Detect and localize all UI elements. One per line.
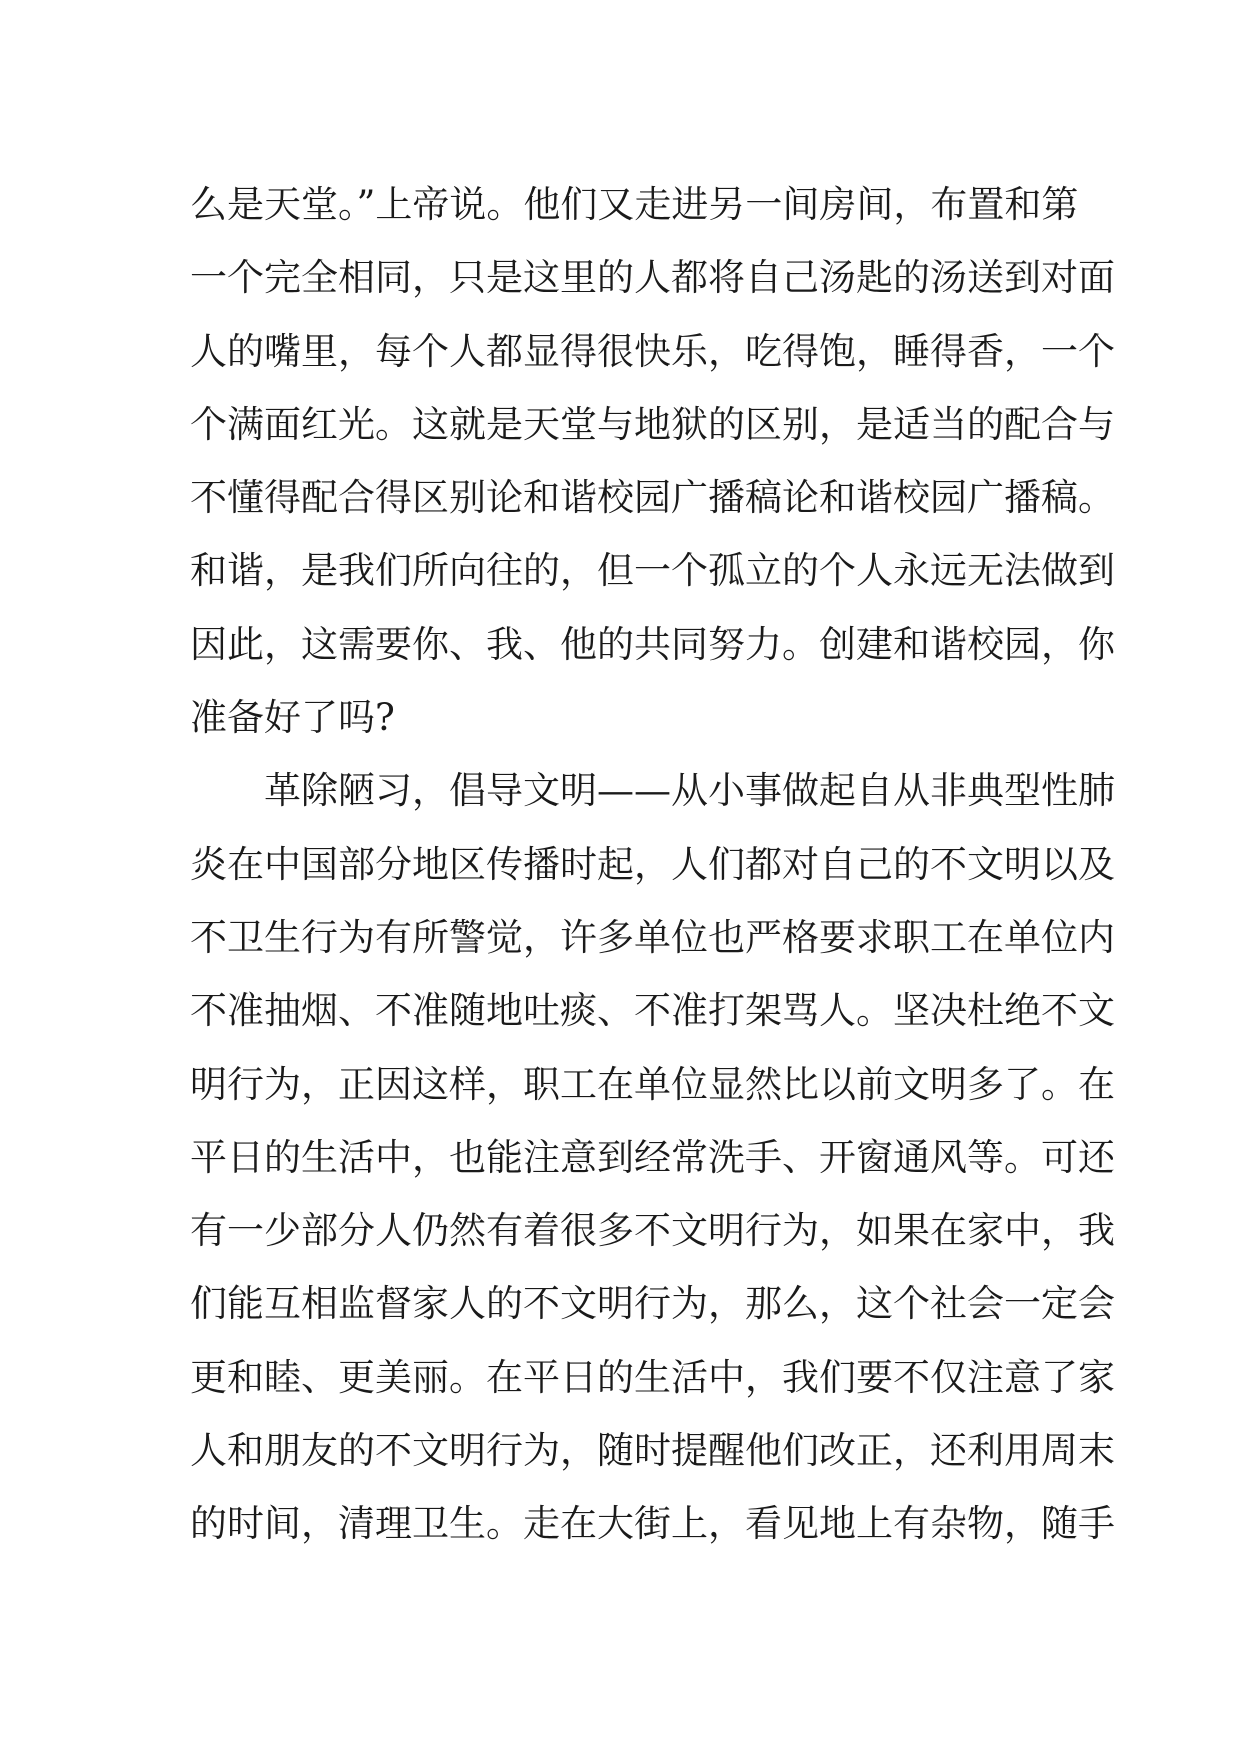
text-line: 的时间，清理卫生。走在大街上，看见地上有杂物，随手 [190, 1502, 1115, 1546]
text-line: 不懂得配合得区别论和谐校园广播稿论和谐校园广播稿。 [190, 476, 1115, 520]
text-line: 炎在中国部分地区传播时起，人们都对自己的不文明以及 [190, 842, 1115, 886]
text-line: 么是天堂。”上帝说。他们又走进另一间房间，布置和第 [190, 183, 1079, 226]
text-line: 不卫生行为有所警觉，许多单位也严格要求职工在单位内 [190, 915, 1115, 959]
text-line: 个满面红光。这就是天堂与地狱的区别，是适当的配合与 [190, 402, 1115, 446]
body-text [190, 168, 1115, 1561]
text-line: 有一少部分人仍然有着很多不文明行为，如果在家中，我 [190, 1209, 1115, 1253]
text-line: 更和睦、更美丽。在平日的生活中，我们要不仅注意了家 [190, 1355, 1115, 1399]
text-line: 们能互相监督家人的不文明行为，那么，这个社会一定会 [190, 1282, 1115, 1326]
text-line: 人和朋友的不文明行为，随时提醒他们改正，还利用周末 [190, 1429, 1115, 1473]
paragraph-first-line: 革除陋习，倡导文明——从小事做起自从非典型性肺 [264, 769, 1115, 813]
text-line: 因此，这需要你、我、他的共同努力。创建和谐校园，你 [190, 622, 1115, 666]
text-line: 和谐，是我们所向往的，但一个孤立的个人永远无法做到 [190, 549, 1115, 593]
text-line: 不准抽烟、不准随地吐痰、不准打架骂人。坚决杜绝不文 [190, 989, 1115, 1033]
text-line: 人的嘴里，每个人都显得很快乐，吃得饱，睡得香，一个 [190, 329, 1115, 373]
text-line: 明行为，正因这样，职工在单位显然比以前文明多了。在 [190, 1062, 1115, 1106]
text-line: 准备好了吗? [190, 696, 395, 740]
text-line: 一个完全相同，只是这里的人都将自己汤匙的汤送到对面 [190, 256, 1115, 300]
text-line: 平日的生活中，也能注意到经常洗手、开窗通风等。可还 [190, 1135, 1115, 1179]
